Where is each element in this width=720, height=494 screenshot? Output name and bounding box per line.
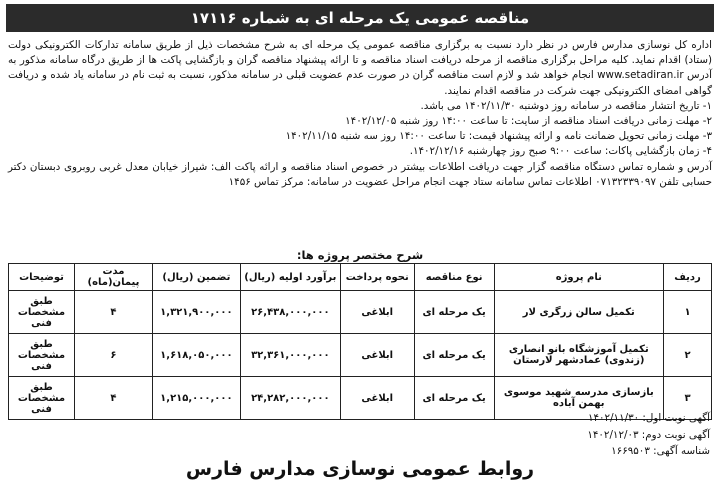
cell-tender-type: یک مرحله ای — [414, 377, 494, 420]
cell-project-name: تکمیل آموزشگاه بانو انصاری (زندوی) عمادشهر لارستان — [494, 334, 664, 377]
header-contract-duration: مدت پیمان(ماه) — [75, 264, 153, 291]
cell-guarantee: ۱,۲۱۵,۰۰۰,۰۰۰ — [152, 377, 240, 420]
notice-title: مناقصه عمومی یک مرحله ای به شماره ۱۷۱۱۶ — [6, 4, 714, 32]
cell-initial-estimate: ۲۴,۲۸۲,۰۰۰,۰۰۰ — [240, 377, 340, 420]
cell-initial-estimate: ۲۶,۴۳۸,۰۰۰,۰۰۰ — [240, 291, 340, 334]
cell-initial-estimate: ۳۲,۳۶۱,۰۰۰,۰۰۰ — [240, 334, 340, 377]
cell-description: طبق مشخصات فنی — [9, 377, 75, 420]
intro-paragraph: اداره کل نوسازی مدارس فارس در نظر دارد نسبت به برگزاری مناقصه عمومی یک مرحله ای به شرح مشخصات ذیل از طریق سامانه تدارکات الکترونیکی دولت (ستاد) اقدام نماید. کلیه مراحل برگزاری مناقصه از مرحله دریافت اسناد مناقصه و تا ارائه پیشنهاد مناقصه گران و بازگشایی پاکت ها از طریق درگاه سامانه مذکور به آدرس www.setadiran.ir انجام خواهد شد و لازم است مناقصه گران در صورت عدم عضویت قبلی در سامانه مذکور، نسبت به ثبت نام در سامانه یاد شده و دریافت گواهی امضای الکترونیکی جهت شرکت در مناقصه اقدام نمایند. — [8, 39, 712, 97]
item-4: ۴- زمان بازگشایی پاکات: ساعت ۹:۰۰ صبح روز چهارشنبه ۱۴۰۲/۱۲/۱۶. — [409, 145, 712, 158]
cell-contract-duration: ۴ — [75, 291, 153, 334]
cell-tender-type: یک مرحله ای — [414, 291, 494, 334]
header-row-number: ردیف — [664, 264, 712, 291]
cell-row-number: ۲ — [664, 334, 712, 377]
cell-guarantee: ۱,۶۱۸,۰۵۰,۰۰۰ — [152, 334, 240, 377]
header-description: توضیحات — [9, 264, 75, 291]
projects-table — [8, 263, 712, 420]
header-project-name: نام پروژه — [494, 264, 664, 291]
notice-body — [8, 38, 712, 190]
second-ad-date: آگهی نوبت دوم: ۱۴۰۲/۱۲/۰۳ — [587, 428, 710, 441]
cell-row-number: ۱ — [664, 291, 712, 334]
header-payment-method: نحوه پرداخت — [340, 264, 414, 291]
cell-project-name: تکمیل سالن زرگری لار — [494, 291, 664, 334]
cell-contract-duration: ۶ — [75, 334, 153, 377]
cell-contract-duration: ۴ — [75, 377, 153, 420]
contact-paragraph: آدرس و شماره تماس دستگاه مناقصه گزار جهت دریافت اطلاعات بیشتر در خصوص اسناد مناقصه و ارائه پاکت الف: شیراز خیابان معدل غربی روبروی دبستان دکتر حسابی تلفن ۰۷۱۳۲۳۳۹۰۹۷ اطلاعات تماس سامانه ستاد جهت انجام مراحل عضویت در سامانه: مرکز تماس ۱۴۵۶ — [8, 160, 712, 188]
item-2: ۲- مهلت زمانی دریافت اسناد مناقصه از سایت: تا ساعت ۱۴:۰۰ روز شنبه ۱۴۰۲/۱۲/۰۵ — [345, 115, 712, 128]
cell-guarantee: ۱,۳۲۱,۹۰۰,۰۰۰ — [152, 291, 240, 334]
ad-id: شناسه آگهی: ۱۶۶۹۵۰۳ — [611, 445, 710, 457]
cell-payment-method: ابلاغی — [340, 377, 414, 420]
cell-project-name: بازسازی مدرسه شهید موسوی بهمن آباده — [494, 377, 664, 420]
item-1: ۱- تاریخ انتشار مناقصه در سامانه روز دوشنبه ۱۴۰۲/۱۱/۳۰ می باشد. — [420, 99, 712, 112]
cell-tender-type: یک مرحله ای — [414, 334, 494, 377]
table-row — [9, 334, 712, 377]
item-3: ۳- مهلت زمانی تحویل ضمانت نامه و ارائه پیشنهاد قیمت: تا ساعت ۱۴:۰۰ روز سه شنبه ۱۴۰۲/۱۱/۱۵ — [285, 130, 712, 143]
cell-payment-method: ابلاغی — [340, 291, 414, 334]
cell-description: طبق مشخصات فنی — [9, 334, 75, 377]
cell-payment-method: ابلاغی — [340, 334, 414, 377]
table-row — [9, 291, 712, 334]
cell-row-number: ۳ — [664, 377, 712, 420]
section-title: شرح مختصر پروژه ها: — [296, 248, 424, 262]
table-header-row — [9, 264, 712, 291]
first-ad-date: آگهی نوبت اول: ۱۴۰۲/۱۱/۳۰ — [587, 412, 710, 424]
header-initial-estimate: برآورد اولیه (ریال) — [240, 264, 340, 291]
cell-description: طبق مشخصات فنی — [9, 291, 75, 334]
header-guarantee: تضمین (ریال) — [152, 264, 240, 291]
header-tender-type: نوع مناقصه — [414, 264, 494, 291]
organization-signature: روابط عمومی نوسازی مدارس فارس — [185, 458, 535, 480]
ad-meta — [587, 410, 710, 460]
